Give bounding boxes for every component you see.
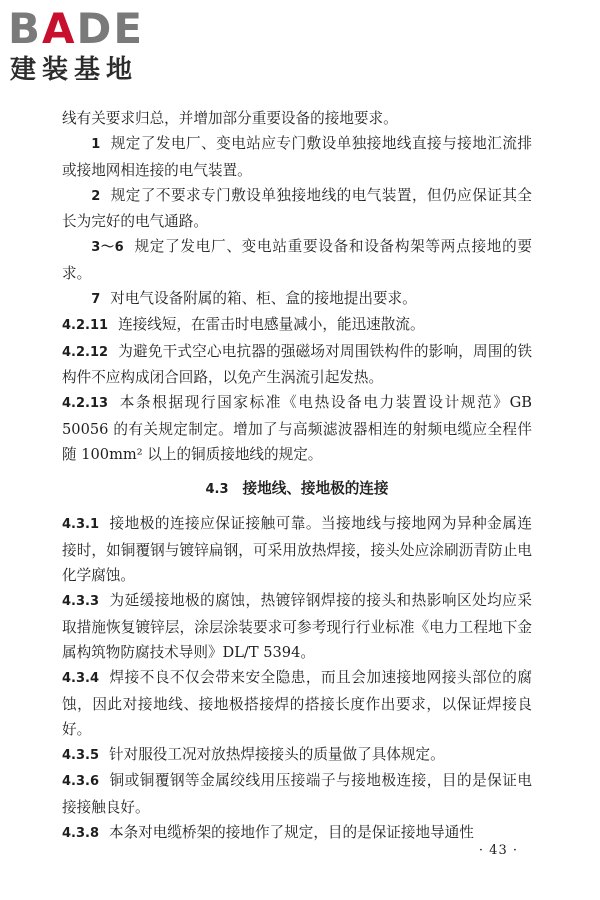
paragraph-text: 本条根据现行国家标准《电热设备电力装置设计规范》GB 50056 的有关规定制定。增加了与高频滤波器相连的射频电缆应全程伴随 100mm² 以上的铜质接地线的规定。 [62, 394, 532, 463]
bade-logo [8, 4, 183, 90]
paragraph-item-2 [62, 183, 532, 235]
clause-number: 4.2.11 [62, 318, 109, 334]
clause-4-2-11 [62, 312, 532, 338]
paragraph-text: 为避免干式空心电抗器的强磁场对周围铁构件的影响，周围的铁构件不应构成闭合回路，以免产生涡流引起发热。 [62, 342, 532, 386]
section-heading [62, 476, 532, 502]
logo-letters-de: DE [76, 4, 145, 53]
paragraph-text: 规定了发电厂、变电站应专门敷设单独接地线直接与接地汇流排或接地网相连接的电气装置。 [62, 135, 532, 179]
paragraph-text: 对电气设备附属的箱、柜、盒的接地提出要求。 [110, 290, 417, 308]
logo-letter-b: B [8, 4, 43, 53]
clause-number: 4.3.3 [62, 594, 100, 610]
logo-letter-a: A [42, 4, 77, 53]
clause-4-3-8 [62, 820, 532, 846]
clause-number: 4.3.6 [62, 774, 100, 790]
paragraph-text: 为延缓接地极的腐蚀，热镀锌钢焊接的接头和热影响区处均应采取措施恢复镀锌层，涂层涂装要求可参考现行行业标准《电力工程地下金属构筑物防腐技术导则》DL/T 5394。 [62, 592, 532, 661]
paragraph-text: 线有关要求归总，并增加部分重要设备的接地要求。 [62, 110, 398, 127]
paragraph-text: 本条对电缆桥架的接地作了规定，目的是保证接地导通性 [109, 824, 474, 842]
paragraph-intro [62, 106, 532, 131]
clause-4-3-5 [62, 742, 532, 768]
paragraph-text: 针对服役工况对放热焊接接头的质量做了具体规定。 [109, 746, 445, 764]
paragraph-item-7 [62, 286, 532, 312]
clause-number: 4.3.1 [62, 517, 100, 533]
paragraph-item-3-6 [62, 234, 532, 286]
clause-4-2-13 [62, 390, 532, 467]
clause-number: 2 [91, 188, 101, 204]
clause-4-3-1 [62, 511, 532, 588]
logo-chinese-name: 建装基地 [10, 55, 139, 85]
clause-number: 7 [91, 292, 101, 308]
logo-letters [8, 4, 144, 54]
paragraph-text: 规定了不要求专门敷设单独接地线的电气装置，但仍应保证其全长为完好的电气通路。 [62, 186, 532, 231]
paragraph-text: 焊接不良不仅会带来安全隐患，而且会加速接地网接头部位的腐蚀，因此对接地线、接地极搭接焊的搭接长度作出要求，以保证焊接良好。 [62, 669, 532, 738]
paragraph-text: 铜或铜覆钢等金属绞线用压接端子与接地极连接，目的是保证电接接触良好。 [62, 772, 532, 816]
clause-number: 1 [91, 137, 101, 153]
clause-number: 4.3.8 [62, 826, 100, 842]
clause-number: 4.3.4 [62, 671, 100, 687]
clause-number: 3～6 [91, 240, 124, 256]
clause-4-3-3 [62, 588, 532, 665]
document-body [62, 106, 532, 846]
clause-number: 4.3.5 [62, 748, 100, 764]
section-title: 接地线、接地极的连接 [242, 480, 389, 498]
clause-number: 4.2.12 [62, 344, 109, 360]
section-number: 4.3 [205, 482, 229, 498]
paragraph-text: 连接线短，在雷击时电感量减小，能迅速散流。 [118, 316, 425, 334]
clause-4-3-6 [62, 768, 532, 820]
paragraph-text: 规定了发电厂、变电站重要设备和设备构架等两点接地的要求。 [62, 238, 532, 282]
clause-number: 4.2.13 [62, 396, 109, 412]
clause-4-2-12 [62, 339, 532, 391]
paragraph-item-1 [62, 131, 532, 183]
clause-4-3-4 [62, 665, 532, 742]
paragraph-text: 接地极的连接应保证接触可靠。当接地线与接地网为异种金属连接时，如铜覆钢与镀锌扁钢，可采用放热焊接，接头处应涂刷沥青防止电化学腐蚀。 [62, 515, 532, 585]
page-number: · 43 · [478, 843, 518, 858]
